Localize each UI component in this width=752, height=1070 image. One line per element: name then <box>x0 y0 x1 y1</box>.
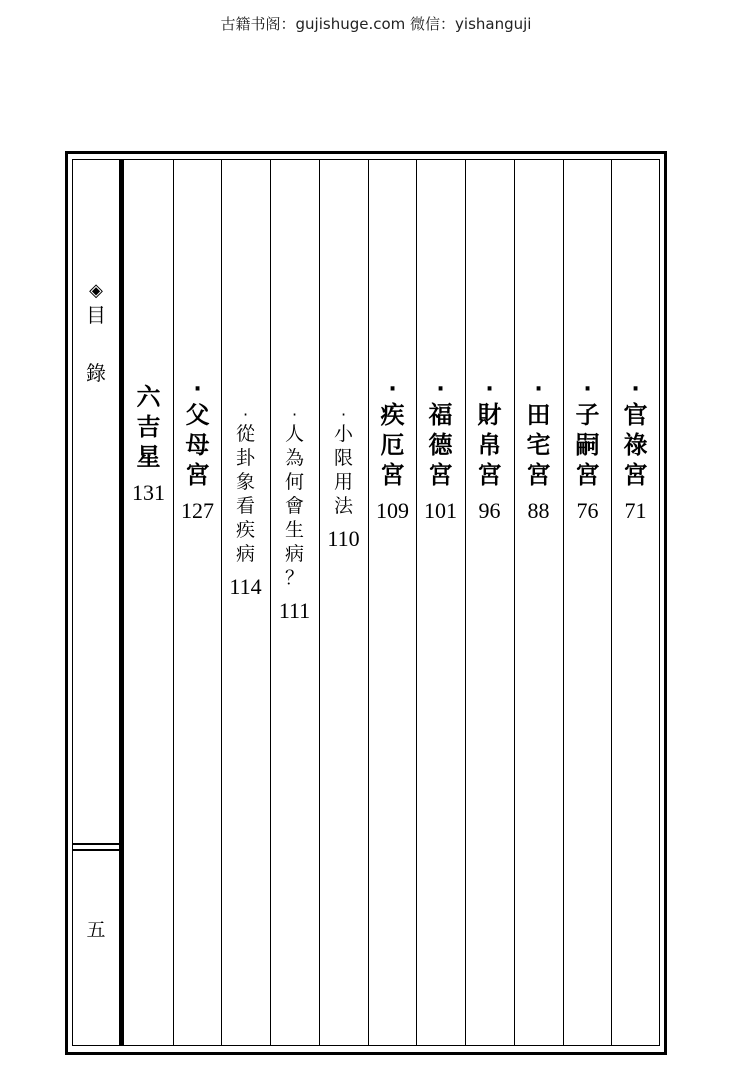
title-char: 生 <box>284 519 304 541</box>
title-char: 子 <box>575 401 600 429</box>
sidebar-rule <box>72 849 119 851</box>
title-char: 官 <box>623 401 648 429</box>
title-char: 嗣 <box>575 431 600 459</box>
title-char: 六 <box>136 383 161 411</box>
toc-entry-title <box>137 382 161 472</box>
section-title <box>86 304 106 384</box>
title-char: 宮 <box>380 461 405 489</box>
diamond-marker-icon: ◈ <box>89 280 103 301</box>
toc-entry-title <box>381 400 405 490</box>
title-char: 會 <box>284 495 304 517</box>
title-char: 宮 <box>623 461 648 489</box>
toc-entry-page: 109 <box>376 498 409 523</box>
toc-entry <box>319 405 368 552</box>
sidebar-header <box>80 282 112 384</box>
title-char: 德 <box>428 431 453 459</box>
title-char: 宮 <box>428 461 453 489</box>
bullet-dot: · <box>534 377 543 402</box>
toc-entry-title <box>527 400 551 490</box>
toc-entry <box>270 405 319 624</box>
toc-entry-page: 111 <box>278 598 311 623</box>
toc-entry-title <box>478 400 502 490</box>
toc-entry-page: 101 <box>424 498 457 523</box>
column-divider <box>416 159 417 1046</box>
title-char: 宮 <box>477 461 502 489</box>
title-char: 宅 <box>526 431 551 459</box>
toc-entry <box>611 377 660 524</box>
section-title-char: 錄 <box>86 361 106 385</box>
toc-entry-page: 131 <box>132 480 165 505</box>
watermark-text: 古籍书阁：gujishuge.com 微信：yishanguji <box>220 15 532 33</box>
title-char: 福 <box>428 401 453 429</box>
bullet-dot: · <box>291 405 298 424</box>
toc-entry-page: 76 <box>576 498 599 523</box>
toc-entry-title <box>285 422 304 590</box>
toc-entry-page: 110 <box>327 526 360 551</box>
bullet-dot: · <box>242 405 249 424</box>
toc-entry <box>465 377 514 524</box>
toc-entry <box>124 382 173 506</box>
column-divider <box>221 159 222 1046</box>
column-divider <box>319 159 320 1046</box>
page-frame-inner <box>72 159 660 1046</box>
column-divider <box>514 159 515 1046</box>
title-char: 病 <box>235 543 255 565</box>
toc-entry-page: 96 <box>478 498 501 523</box>
title-char: 母 <box>185 431 210 459</box>
toc-entry-title <box>624 400 648 490</box>
toc-entry-title <box>236 422 255 566</box>
title-char: 宮 <box>185 461 210 489</box>
title-char: 人 <box>284 423 304 445</box>
title-char: 疾 <box>235 519 255 541</box>
column-divider <box>611 159 612 1046</box>
toc-entry-page: 127 <box>181 498 214 523</box>
section-title-char: 目 <box>86 303 106 327</box>
title-char: 宮 <box>575 461 600 489</box>
title-char: 祿 <box>623 431 648 459</box>
bullet-dot: · <box>193 377 202 402</box>
toc-entry-page: 88 <box>527 498 550 523</box>
toc-entry-title <box>576 400 600 490</box>
column-divider <box>368 159 369 1046</box>
toc-entry <box>514 377 563 524</box>
title-char: 疾 <box>380 401 405 429</box>
bullet-dot: · <box>388 377 397 402</box>
toc-entry-page: 114 <box>229 574 262 599</box>
page-number: 五 <box>86 919 106 941</box>
title-char: 用 <box>333 471 353 493</box>
toc-entry-title <box>429 400 453 490</box>
toc-entry-page: 71 <box>624 498 647 523</box>
toc-entry <box>416 377 465 524</box>
title-char: 法 <box>333 495 353 517</box>
column-divider <box>465 159 466 1046</box>
bullet-dot: · <box>485 377 494 402</box>
title-char: 看 <box>235 495 255 517</box>
title-char: 限 <box>333 447 353 469</box>
toc-entry <box>563 377 612 524</box>
title-char: 財 <box>477 401 502 429</box>
title-char: 父 <box>185 401 210 429</box>
toc-entry <box>221 405 270 600</box>
title-char: 田 <box>526 401 551 429</box>
bullet-dot: · <box>340 405 347 424</box>
title-char: 何 <box>284 471 304 493</box>
toc-entry <box>368 377 417 524</box>
title-char: 宮 <box>526 461 551 489</box>
column-divider <box>173 159 174 1046</box>
bullet-dot: · <box>436 377 445 402</box>
toc-entry <box>173 377 222 524</box>
title-char: 象 <box>235 471 255 493</box>
title-char: 從 <box>235 423 255 445</box>
toc-entry-title <box>334 422 353 518</box>
sidebar-rule <box>72 843 119 845</box>
title-char: ？ <box>284 567 304 589</box>
title-char: 吉 <box>136 413 161 441</box>
title-char: 為 <box>284 447 304 469</box>
title-char: 厄 <box>380 431 405 459</box>
sidebar-divider <box>119 159 124 1046</box>
title-char: 小 <box>333 423 353 445</box>
title-char: 卦 <box>235 447 255 469</box>
toc-entry-title <box>186 400 210 490</box>
title-char: 帛 <box>477 431 502 459</box>
title-char: 病 <box>284 543 304 565</box>
title-char: 星 <box>136 443 161 471</box>
bullet-dot: · <box>631 377 640 402</box>
bullet-dot: · <box>583 377 592 402</box>
column-divider <box>563 159 564 1046</box>
